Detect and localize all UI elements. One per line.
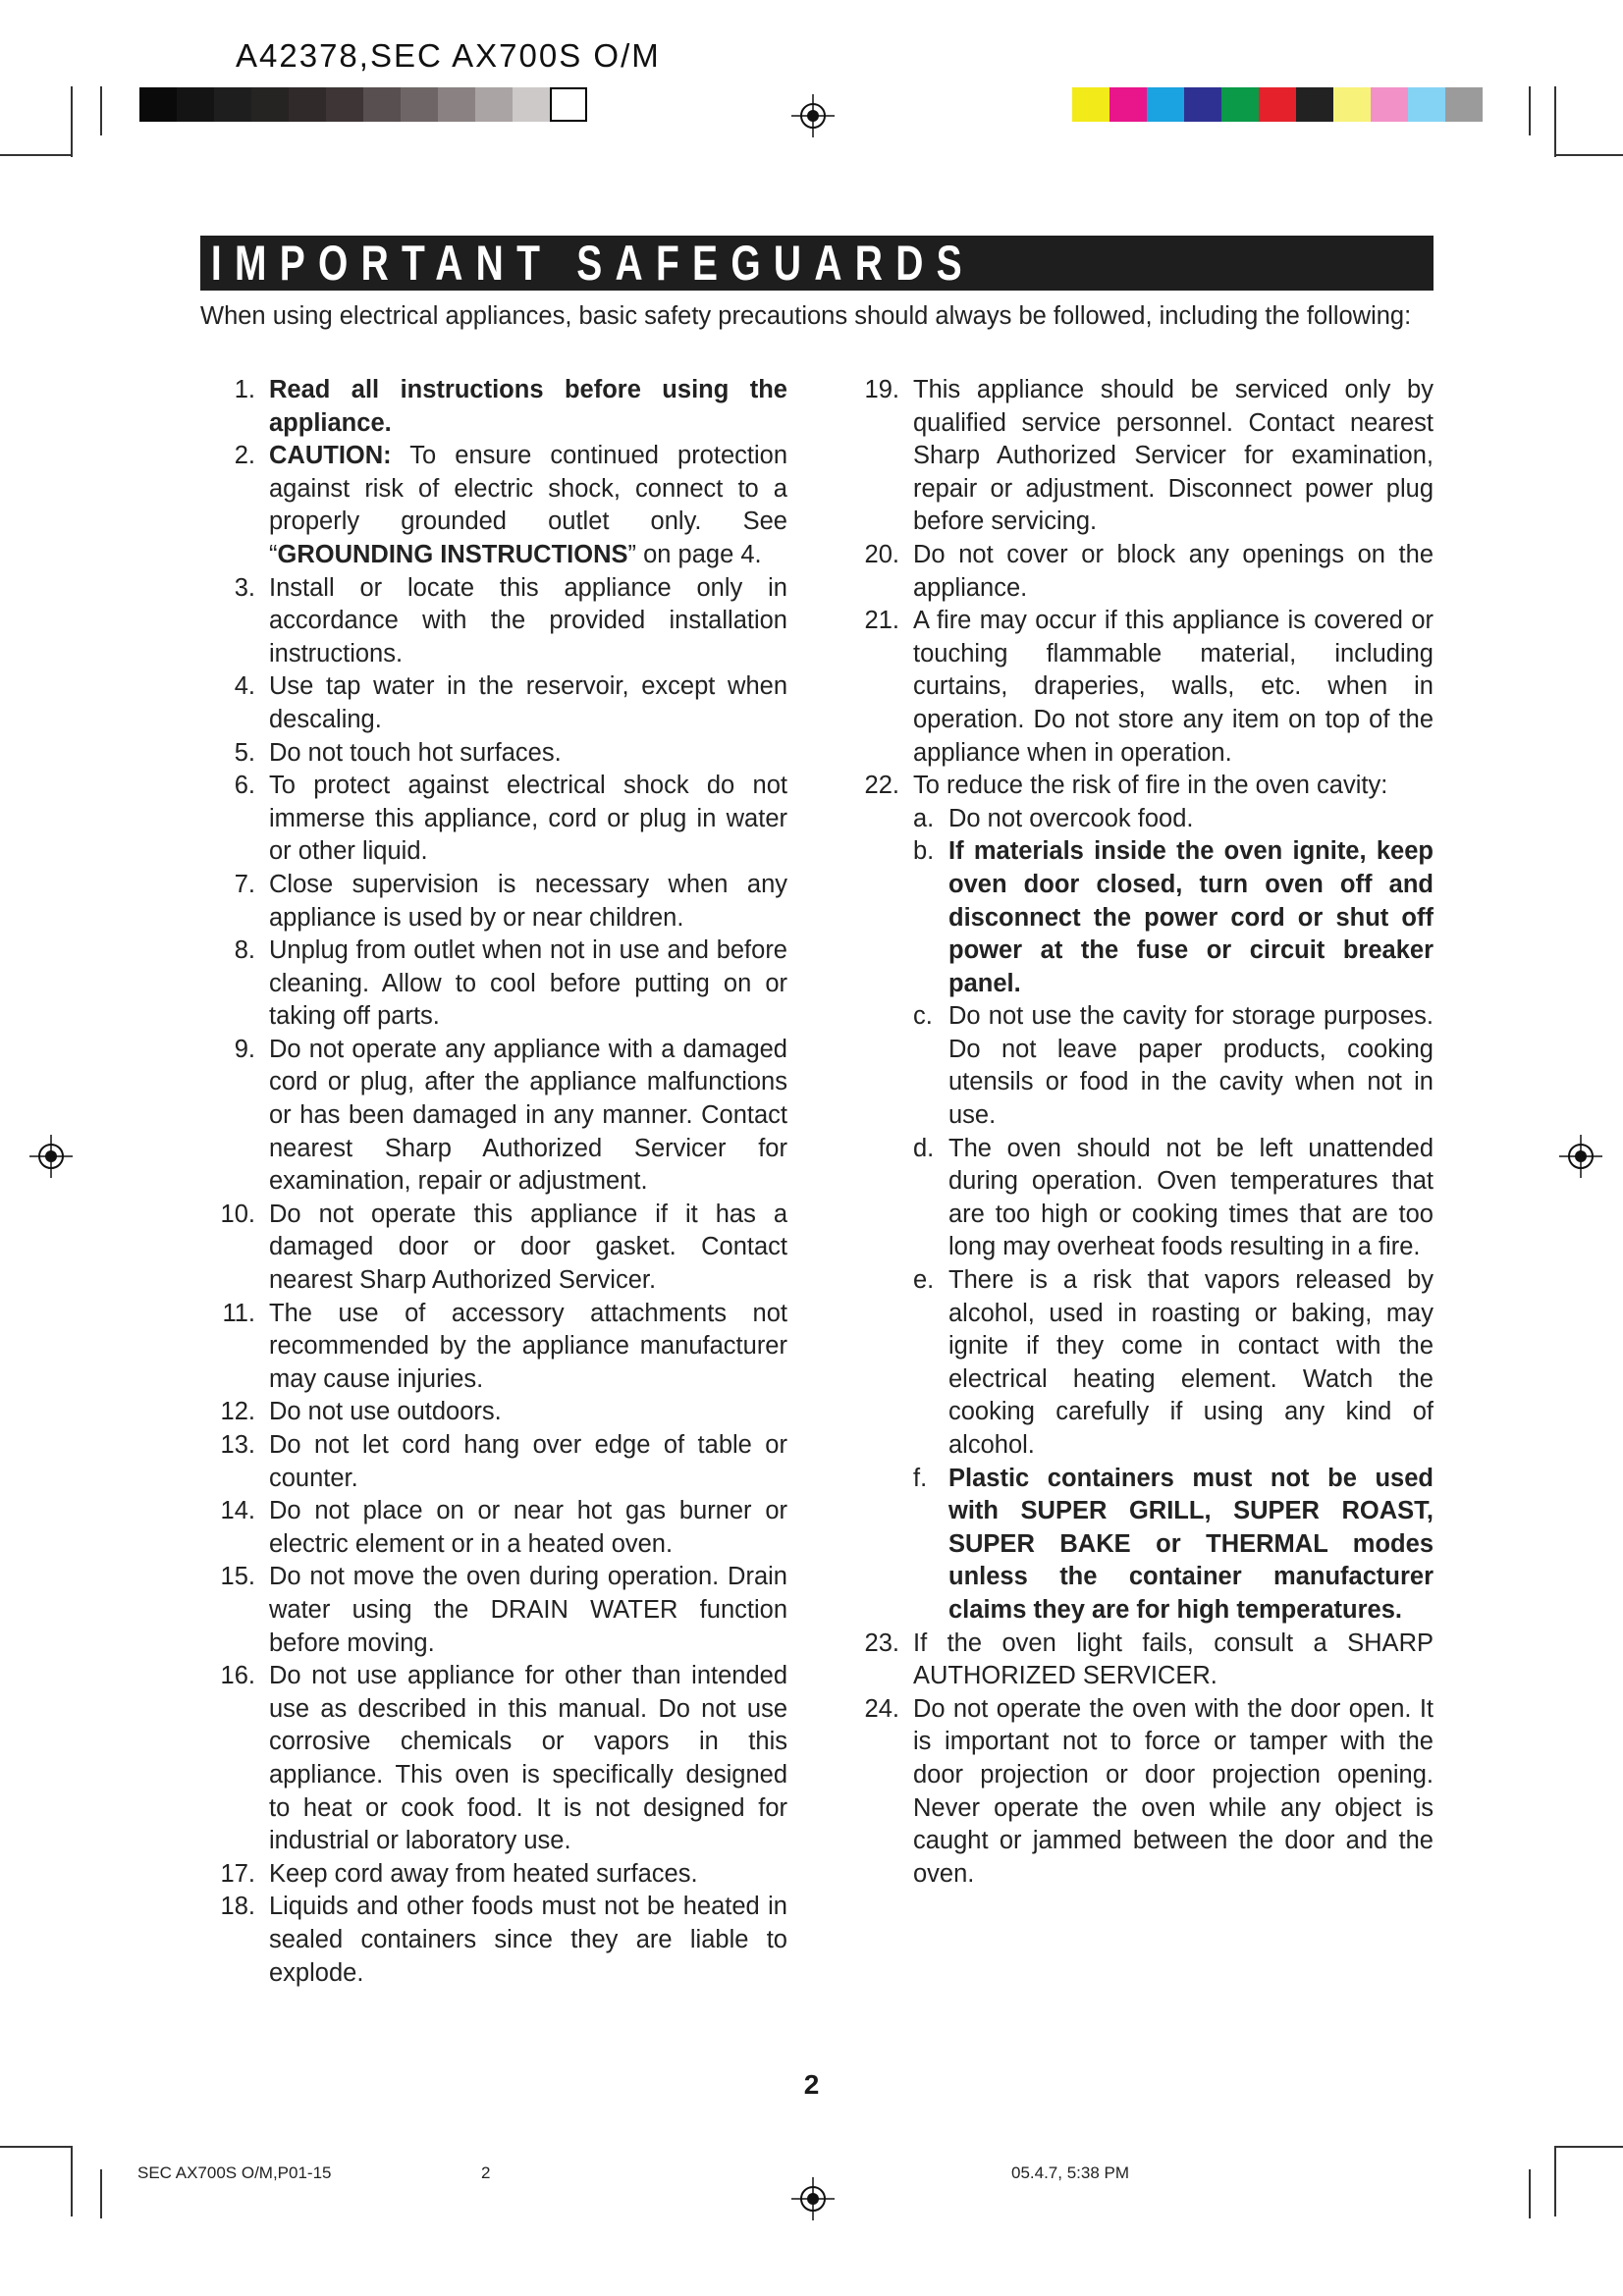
title-banner xyxy=(200,236,1434,291)
text-run: Keep cord away from heated surfaces. xyxy=(269,1859,698,1888)
item-number: 11. xyxy=(222,1299,255,1327)
item-text xyxy=(269,1298,787,1397)
sub-item-letter: b. xyxy=(913,837,935,866)
safeguard-item xyxy=(200,1298,787,1397)
color-swatch xyxy=(475,87,513,122)
sub-item xyxy=(913,835,1434,1000)
text-run: Do not operate the oven with the door open. It is important not to force or tamper with the door projection or door projection opening. Never operate the oven while any object is caught or jammed between the door and the oven. xyxy=(913,1694,1434,1888)
text-run: To protect against electrical shock do not immerse this appliance, cord or plug in water or other liquid. xyxy=(269,772,787,866)
item-number: 20. xyxy=(864,540,899,568)
text-run: Use tap water in the reservoir, except when descaling. xyxy=(269,672,787,733)
text-run: Do not move the oven during operation. Drain water using the DRAIN WATER function before moving. xyxy=(269,1563,787,1657)
bold-text: GROUNDING INSTRUCTIONS xyxy=(277,540,628,568)
color-swatch xyxy=(363,87,401,122)
item-number: 5. xyxy=(234,738,255,767)
safeguard-item xyxy=(200,1561,787,1660)
item-number: 18. xyxy=(220,1893,255,1921)
safeguard-item xyxy=(200,572,787,671)
safeguard-item xyxy=(844,1628,1434,1693)
color-swatch xyxy=(1109,87,1147,122)
job-code: A42378,SEC AX700S O/M xyxy=(236,37,661,74)
item-text xyxy=(269,1561,787,1660)
text-run: A fire may occur if this appliance is covered or touching flammable material, including curtains, draperies, walls, etc. when in operation. Do not store any item on top of the appliance when in operation. xyxy=(913,607,1434,767)
item-number: 8. xyxy=(234,936,255,965)
color-swatch xyxy=(326,87,363,122)
text-run: Do not operate any appliance with a damaged cord or plug, after the appliance malfunctions or has been damaged in any manner. Contact nearest Sharp Authorized Servicer for examination, repair or adjustment. xyxy=(269,1035,787,1196)
color-swatch-bar xyxy=(1072,87,1483,122)
crop-mark xyxy=(1529,2169,1531,2218)
item-number: 9. xyxy=(234,1035,255,1063)
color-swatch xyxy=(438,87,475,122)
color-swatch xyxy=(1408,87,1445,122)
registration-mark-icon xyxy=(791,94,835,137)
item-number: 16. xyxy=(220,1662,255,1690)
text-run: The oven should not be left unattended during operation. Oven temperatures that are too high or cooking times that are too long may overheat foods resulting in a fire. xyxy=(948,1134,1434,1261)
safeguard-item xyxy=(200,934,787,1034)
item-number: 15. xyxy=(220,1563,255,1591)
sub-item-text xyxy=(948,1000,1434,1132)
text-run: Install or locate this appliance only in accordance with the provided installation instructions. xyxy=(269,573,787,667)
text-run: To reduce the risk of fire in the oven cavity: xyxy=(913,772,1388,800)
color-swatch xyxy=(1184,87,1221,122)
color-swatch xyxy=(513,87,550,122)
page-title: IMPORTANT SAFEGUARDS xyxy=(210,236,975,291)
item-text xyxy=(269,869,787,934)
text-run: Do not overcook food. xyxy=(948,804,1194,832)
item-text xyxy=(269,1199,787,1298)
crop-mark xyxy=(100,2169,102,2218)
sub-item xyxy=(913,1133,1434,1264)
footer-file-name: SEC AX700S O/M,P01-15 xyxy=(137,2163,332,2182)
safeguard-item xyxy=(844,770,1434,1627)
sub-item-text xyxy=(948,1264,1434,1463)
text-run: There is a risk that vapors released by alcohol, used in roasting or baking, may ignite if they come in contact with the electrical heating element. Watch the cooking carefully if using any kind of alcohol. xyxy=(948,1266,1434,1459)
sub-item-letter: c. xyxy=(913,1002,933,1031)
crop-mark xyxy=(71,86,73,157)
sub-item-letter: a. xyxy=(913,804,935,832)
sub-item-text xyxy=(948,835,1434,1000)
color-swatch xyxy=(401,87,438,122)
safeguard-item xyxy=(200,670,787,736)
footer-timestamp: 05.4.7, 5:38 PM xyxy=(1011,2163,1130,2182)
text-run: Do not place on or near hot gas burner or electric element or in a heated oven. xyxy=(269,1497,787,1558)
item-text xyxy=(269,440,787,571)
safeguard-item xyxy=(200,1429,787,1495)
text-run: To ensure continued protection against risk of electric shock, connect to a properly grounded outlet only. See “ xyxy=(269,442,787,568)
item-number: 10. xyxy=(220,1200,255,1228)
item-number: 3. xyxy=(234,573,255,602)
color-swatch xyxy=(139,87,177,122)
color-swatch xyxy=(1296,87,1333,122)
safeguard-item xyxy=(200,1891,787,1990)
item-text xyxy=(913,1628,1434,1693)
registration-mark-icon xyxy=(791,2177,835,2220)
crop-mark xyxy=(1529,86,1531,135)
safeguard-item xyxy=(200,1034,787,1199)
text-run: Close supervision is necessary when any appliance is used by or near children. xyxy=(269,870,787,932)
safeguard-item xyxy=(200,440,787,571)
color-swatch xyxy=(1072,87,1109,122)
item-number: 6. xyxy=(234,772,255,800)
item-text xyxy=(269,670,787,736)
safeguard-item xyxy=(200,737,787,771)
item-number: 1. xyxy=(234,376,255,403)
crop-mark xyxy=(0,2146,71,2148)
safeguard-item xyxy=(200,374,787,440)
color-swatch xyxy=(1333,87,1371,122)
safeguards-right-column xyxy=(844,374,1434,1891)
sub-item xyxy=(913,1463,1434,1628)
text-run: ” on page 4. xyxy=(627,540,762,568)
color-swatch xyxy=(1445,87,1483,122)
text-run: Do not let cord hang over edge of table or counter. xyxy=(269,1431,787,1492)
item-text xyxy=(913,605,1434,770)
item-number: 19. xyxy=(864,376,899,403)
crop-mark xyxy=(1554,2146,1623,2148)
sub-item-text xyxy=(948,1133,1434,1264)
color-swatch xyxy=(1371,87,1408,122)
item-text xyxy=(269,572,787,671)
item-number: 21. xyxy=(864,607,899,635)
bold-text: Read all instructions before using the appliance. xyxy=(269,376,787,437)
safeguard-item xyxy=(844,605,1434,770)
item-text xyxy=(269,1858,787,1892)
text-run: The use of accessory attachments not recommended by the appliance manufacturer may cause injuries. xyxy=(269,1299,787,1393)
safeguard-item xyxy=(844,539,1434,605)
sub-item xyxy=(913,1264,1434,1463)
sub-item-text xyxy=(948,1463,1434,1628)
crop-mark xyxy=(1554,154,1623,156)
item-text xyxy=(269,1495,787,1561)
crop-mark xyxy=(100,86,102,135)
item-number: 12. xyxy=(220,1398,255,1426)
safeguard-item xyxy=(200,1199,787,1298)
item-text xyxy=(913,374,1434,539)
text-run: Do not use the cavity for storage purposes. Do not leave paper products, cooking utensils or food in the cavity when not in use. xyxy=(948,1002,1434,1130)
crop-mark xyxy=(1554,2146,1556,2216)
item-number: 2. xyxy=(234,442,255,470)
item-text xyxy=(269,1396,787,1429)
item-number: 7. xyxy=(234,870,255,898)
item-text xyxy=(913,770,1434,1627)
item-text xyxy=(269,770,787,869)
sub-item-letter: e. xyxy=(913,1266,935,1295)
safeguard-item xyxy=(200,869,787,934)
text-run: Do not cover or block any openings on the appliance. xyxy=(913,540,1434,602)
color-swatch xyxy=(177,87,214,122)
item-number: 24. xyxy=(864,1694,899,1723)
safeguard-item xyxy=(200,770,787,869)
sub-item-letter: f. xyxy=(913,1464,928,1492)
sub-item xyxy=(913,1000,1434,1132)
safeguard-item xyxy=(844,374,1434,539)
bold-text: Plastic containers must not be used with SUPER GRILL, SUPER ROAST, SUPER BAKE or THERMAL modes unless the container manufacturer claims they are for high temperatures. xyxy=(948,1464,1434,1624)
footer-page: 2 xyxy=(481,2163,491,2182)
safeguard-item xyxy=(200,1396,787,1429)
item-text xyxy=(269,1660,787,1858)
item-number: 4. xyxy=(234,672,255,701)
item-number: 13. xyxy=(220,1431,255,1459)
item-number: 22. xyxy=(864,772,899,800)
bold-text: CAUTION: xyxy=(269,442,392,470)
intro-paragraph: When using electrical appliances, basic safety precautions should always be followed, including the following: xyxy=(200,302,1412,330)
text-run: Do not operate this appliance if it has a damaged door or door gasket. Contact nearest Sharp Authorized Servicer. xyxy=(269,1200,787,1295)
text-run: Do not use outdoors. xyxy=(269,1398,502,1426)
sub-item-text xyxy=(948,803,1434,836)
safeguard-item xyxy=(200,1858,787,1892)
text-run: This appliance should be serviced only by qualified service personnel. Contact nearest Sharp Authorized Servicer for examination, repair or adjustment. Disconnect power plug before servicing. xyxy=(913,376,1434,536)
sub-item-letter: d. xyxy=(913,1134,935,1162)
item-number: 14. xyxy=(220,1497,255,1525)
color-swatch xyxy=(251,87,289,122)
page-number: 2 xyxy=(803,2069,820,2100)
color-swatch xyxy=(214,87,251,122)
item-text xyxy=(269,934,787,1034)
safeguard-item xyxy=(844,1693,1434,1892)
text-run: Liquids and other foods must not be heated in sealed containers since they are liable to explode. xyxy=(269,1893,787,1987)
color-swatch xyxy=(1259,87,1296,122)
text-run: If the oven light fails, consult a SHARP AUTHORIZED SERVICER. xyxy=(913,1629,1434,1690)
item-number: 17. xyxy=(220,1859,255,1888)
crop-mark xyxy=(1554,86,1556,157)
color-swatch xyxy=(550,87,587,122)
registration-mark-icon xyxy=(1559,1135,1602,1178)
color-swatch xyxy=(289,87,326,122)
safeguard-item xyxy=(200,1660,787,1858)
safeguard-item xyxy=(200,1495,787,1561)
crop-mark xyxy=(0,154,71,156)
gray-swatch-bar xyxy=(139,87,587,122)
item-text xyxy=(269,374,787,440)
item-text xyxy=(269,1891,787,1990)
color-swatch xyxy=(1147,87,1184,122)
safeguards-left-column xyxy=(200,374,787,1990)
item-text xyxy=(269,1034,787,1199)
crop-mark xyxy=(71,2146,73,2216)
text-run: Do not touch hot surfaces. xyxy=(269,738,562,767)
bold-text: If materials inside the oven ignite, keep oven door closed, turn oven off and disconnect the power cord or shut off power at the fuse or circuit breaker panel. xyxy=(948,837,1434,997)
sub-item xyxy=(913,803,1434,836)
item-number: 23. xyxy=(864,1629,899,1657)
item-text xyxy=(269,737,787,771)
text-run: Unplug from outlet when not in use and before cleaning. Allow to cool before putting on or taking off parts. xyxy=(269,936,787,1031)
item-text xyxy=(913,539,1434,605)
item-text xyxy=(913,1693,1434,1892)
color-swatch xyxy=(1221,87,1259,122)
text-run: Do not use appliance for other than intended use as described in this manual. Do not use corrosive chemicals or vapors in this appliance. This oven is specifically designed to heat or cook food. It is not designed for industrial or laboratory use. xyxy=(269,1662,787,1855)
item-text xyxy=(269,1429,787,1495)
registration-mark-icon xyxy=(29,1135,73,1178)
